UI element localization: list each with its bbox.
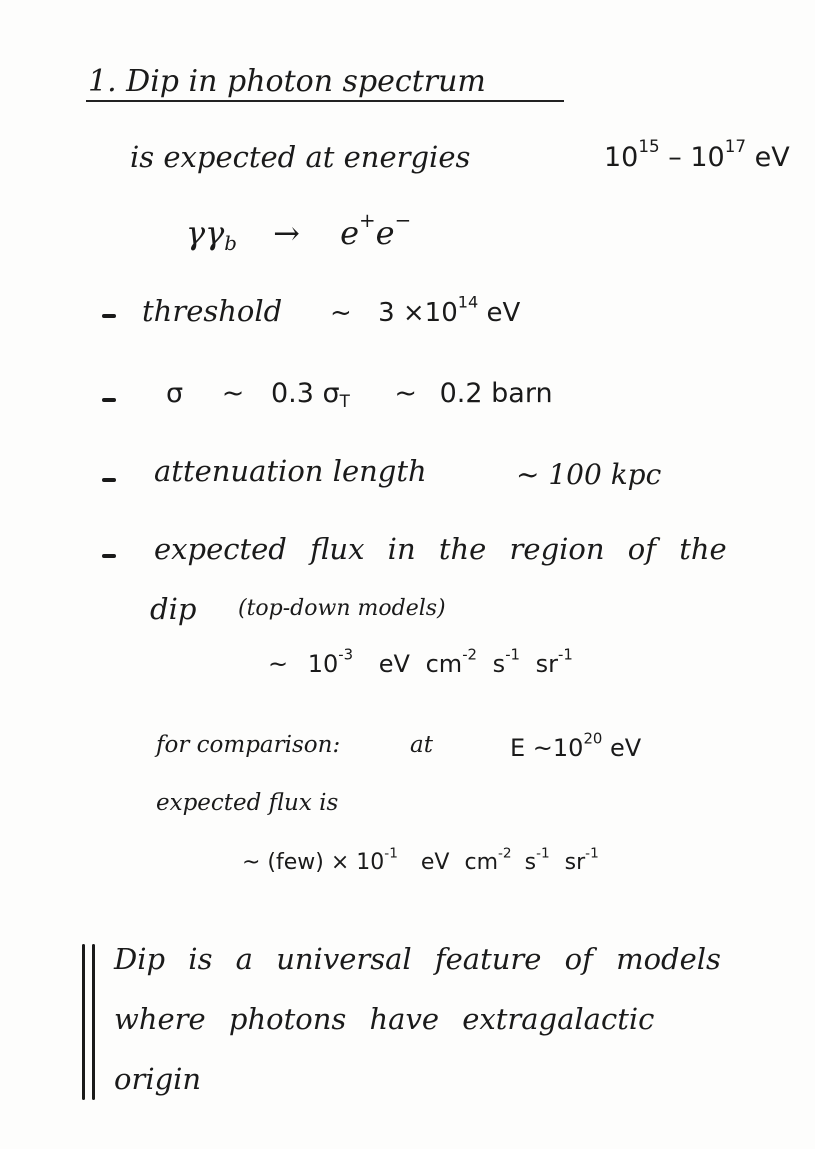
conclusion-bar-left <box>82 944 85 1100</box>
sigma-value-1: 0.3 σ <box>270 378 340 409</box>
sigma-value-1-sub: T <box>339 391 350 412</box>
conclusion-line-1: Dip is a universal feature of models <box>114 942 721 976</box>
reaction-arrow: → <box>273 214 300 252</box>
flux-line-1: expected flux in the region of the <box>154 532 727 566</box>
flux-models: (top-down models) <box>238 596 446 621</box>
energy-high-base: 10 <box>690 142 725 173</box>
comparison-energy-value: E ~10 <box>510 734 584 762</box>
comparison-unit-ev: eV <box>420 850 450 875</box>
sigma-tilde-1: ~ <box>221 378 245 409</box>
comparison-value <box>242 845 599 875</box>
flux-base: 10 <box>307 650 339 678</box>
bullet-dash <box>102 398 116 402</box>
flux-unit-sr: sr <box>535 650 559 678</box>
threshold-exp: 14 <box>457 292 479 312</box>
flux-unit-s-exp: -1 <box>505 645 521 664</box>
comparison-value-number: ~ (few) × 10 <box>242 850 385 875</box>
sigma-line <box>166 378 553 412</box>
threshold-number: 3 ×10 <box>378 298 458 328</box>
conclusion-line-2: where photons have extragalactic <box>114 1002 655 1036</box>
comparison-line-2: expected flux is <box>156 790 339 816</box>
bullet-dash <box>102 554 116 558</box>
threshold-unit: eV <box>486 298 521 328</box>
comparison-unit-s: s <box>524 850 537 875</box>
comparison-energy-unit: eV <box>610 734 642 762</box>
threshold-label: threshold <box>142 294 283 328</box>
intro-text <box>130 140 470 174</box>
comparison-energy-exp: 20 <box>583 729 603 748</box>
reaction-e1: e <box>340 214 360 252</box>
attenuation-value: ~ 100 kpc <box>516 458 662 491</box>
sigma-value-2: 0.2 barn <box>439 378 553 409</box>
flux-tilde: ~ <box>268 650 289 678</box>
comparison-unit-sr-exp: -1 <box>585 845 599 862</box>
comparison-at: at <box>410 732 433 758</box>
comparison-energy <box>510 729 642 762</box>
section-title: 1. Dip in photon spectrum <box>88 64 486 99</box>
reaction <box>186 209 412 255</box>
bullet-dash <box>102 314 116 318</box>
reaction-e2: e <box>375 214 395 252</box>
reaction-lhs-sub: b <box>224 231 237 255</box>
sigma-symbol: σ <box>166 378 184 409</box>
reaction-e1-sup: + <box>359 209 376 233</box>
conclusion-line-3: origin <box>114 1062 202 1096</box>
flux-dip: dip <box>150 592 197 626</box>
comparison-label: for comparison: <box>156 732 341 758</box>
energy-high-exp: 17 <box>724 135 746 156</box>
comparison-unit-s-exp: -1 <box>536 845 550 862</box>
energy-low-exp: 15 <box>638 135 660 156</box>
flux-unit-s: s <box>492 650 506 678</box>
flux-exp: -3 <box>338 645 354 664</box>
title-underline <box>86 100 564 102</box>
flux-unit-cm: cm <box>425 650 463 678</box>
comparison-unit-cm: cm <box>464 850 498 875</box>
reaction-e2-sup: − <box>394 209 412 233</box>
comparison-unit-sr: sr <box>564 850 586 875</box>
energy-unit: eV <box>754 142 790 173</box>
sigma-tilde-2: ~ <box>394 378 418 409</box>
threshold-value <box>330 292 521 328</box>
energy-low-base: 10 <box>604 142 639 173</box>
conclusion-bar-right <box>92 944 95 1100</box>
flux-unit-ev: eV <box>378 650 410 678</box>
attenuation-label: attenuation length <box>154 454 427 488</box>
comparison-unit-cm-exp: -2 <box>498 845 512 862</box>
flux-unit-sr-exp: -1 <box>558 645 573 664</box>
energy-range <box>604 135 790 173</box>
threshold-tilde: ~ <box>330 298 352 328</box>
flux-value <box>268 645 573 678</box>
bullet-dash <box>102 478 116 482</box>
comparison-value-exp: -1 <box>384 845 398 862</box>
intro-phrase: is expected at energies <box>130 140 471 174</box>
reaction-lhs: γγ <box>186 214 225 252</box>
flux-unit-cm-exp: -2 <box>462 645 478 664</box>
energy-range-dash: – <box>668 142 682 173</box>
